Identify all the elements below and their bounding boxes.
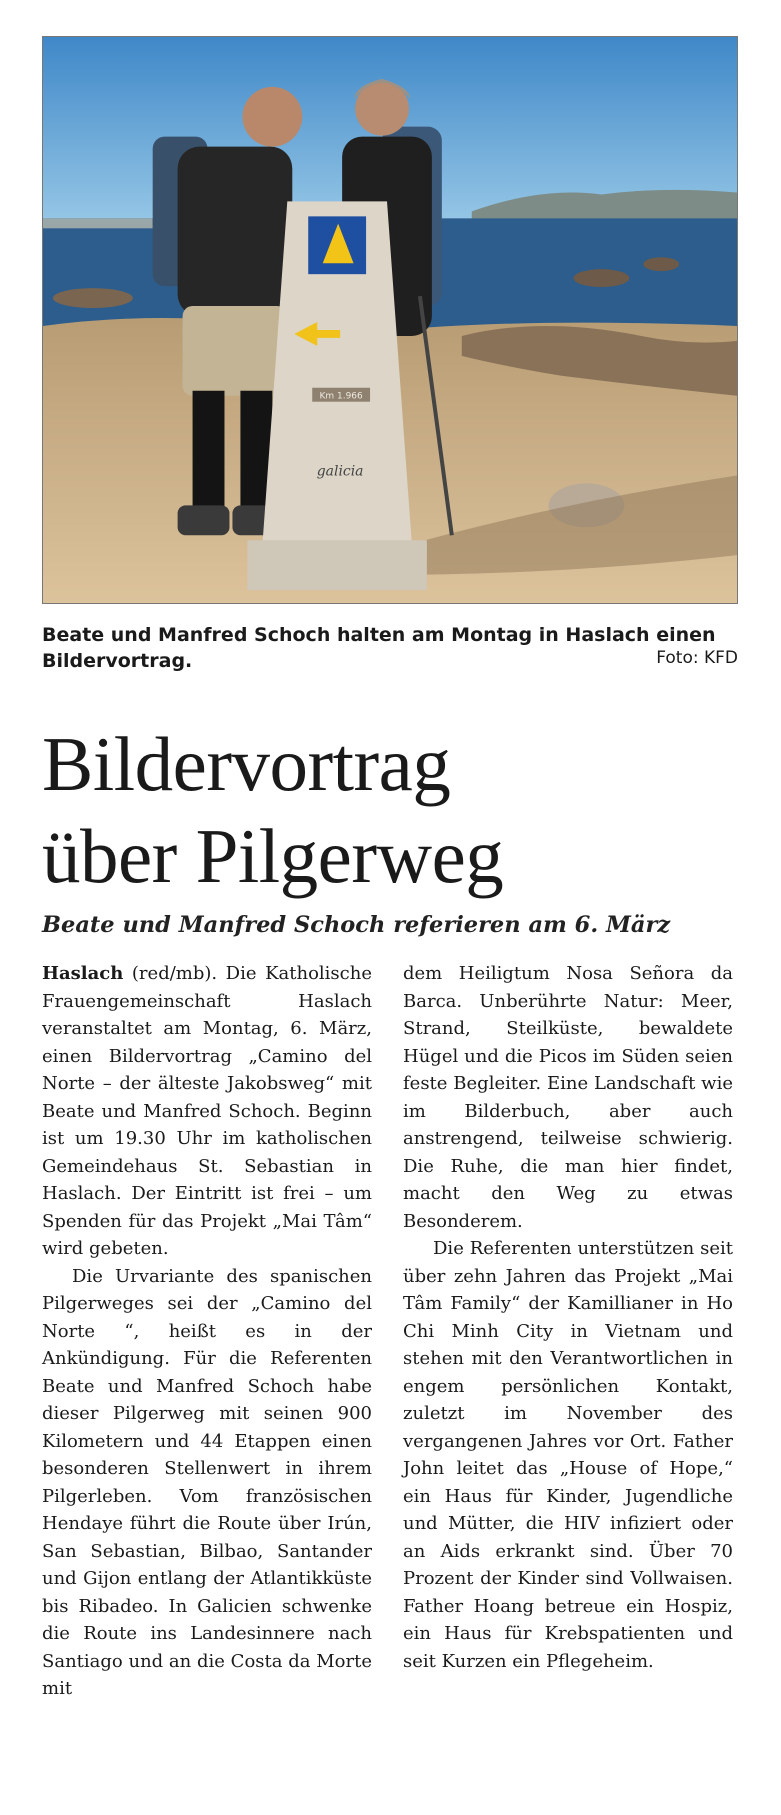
article-column-left — [42, 960, 372, 1703]
km-plate-text: Km 1.966 — [319, 391, 363, 402]
article-paragraph: Die Urvariante des spanischen Pilgerweges sei der „Camino del Norte “, heißt es in der Ankündigung. Für die Referenten Beate und Manfred Schoch habe dieser Pilgerweg mit seinen 900 Kilometern und 44 Etappen einen besonderen Stellenwert in ihrem Pilgerleben. Vom französischen Hendaye führt die Route über Irún, San Sebastian, Bilbao, Santander und Gijon entlang der Atlantikküste bis Ribadeo. In Galicien schwenke die Route ins Landesinnere nach Santiago und an die Costa da Morte mit — [42, 1265, 372, 1699]
article-paragraph-continued: dem Heiligtum Nosa Señora da Barca. Unberührte Natur: Meer, Strand, Steilküste, bewaldete Hügel und die Picos im Süden seien feste Begleiter. Eine Landschaft wie im Bilderbuch, aber auch anstrengend, teilweise schwierig. Die Ruhe, die man hier findet, macht den Weg zu etwas Besonderem. — [403, 963, 733, 1232]
headline-line-2: über Pilgerweg — [42, 813, 504, 899]
photo-caption: Beate und Manfred Schoch halten am Montag in Haslach einen Bildervortrag. — [42, 624, 716, 672]
sea-rock — [643, 257, 679, 271]
sea-rock — [573, 269, 629, 287]
paragraph-text: (red/mb). Die Katholische Frauengemeinschaft Haslach veranstaltet am Montag, 6. März, einen Bildervortrag „Camino del Norte – der älteste Jakobsweg“ mit Beate und Manfred Schoch. Beginn ist um 19.30 Uhr im katholischen Gemeindehaus St. Sebastian in Haslach. Der Eintritt ist frei – um Spenden für das Projekt „Mai Tâm“ wird gebeten. — [42, 963, 372, 1259]
article-subheadline: Beate und Manfred Schoch referieren am 6. März — [42, 912, 671, 938]
breakwater — [43, 218, 153, 228]
article-paragraph — [42, 960, 372, 1263]
sea-rock — [53, 288, 133, 308]
article-column-right — [403, 960, 733, 1675]
photo-credit: Foto: KFD — [656, 648, 738, 668]
dateline: Haslach — [42, 963, 124, 984]
article-photo — [42, 36, 738, 604]
headline-line-1: Bildervortrag — [42, 721, 451, 807]
pilgrims-photo-illustration — [43, 37, 737, 603]
article-paragraph: Die Referenten unterstützen seit über zehn Jahren das Projekt „Mai Tâm Family“ der Kamillianer in Ho Chi Minh City in Vietnam und stehen mit den Verantwortlichen in engem persönlichen Kontakt, zuletzt im November des vergangenen Jahres vor Ort. Father John leitet das „House of Hope,“ ein Haus für Kinder, Jugendliche und Mütter, die HIV infiziert oder an Aids erkrankt sind. Über 70 Prozent der Kinder sind Vollwaisen. Father Hoang betreue ein Hospiz, ein Haus für Krebspatienten und seit Kurzen ein Pflegeheim. — [403, 1238, 733, 1672]
galicia-engraving: galicia — [316, 463, 364, 480]
article-headline — [42, 718, 742, 902]
